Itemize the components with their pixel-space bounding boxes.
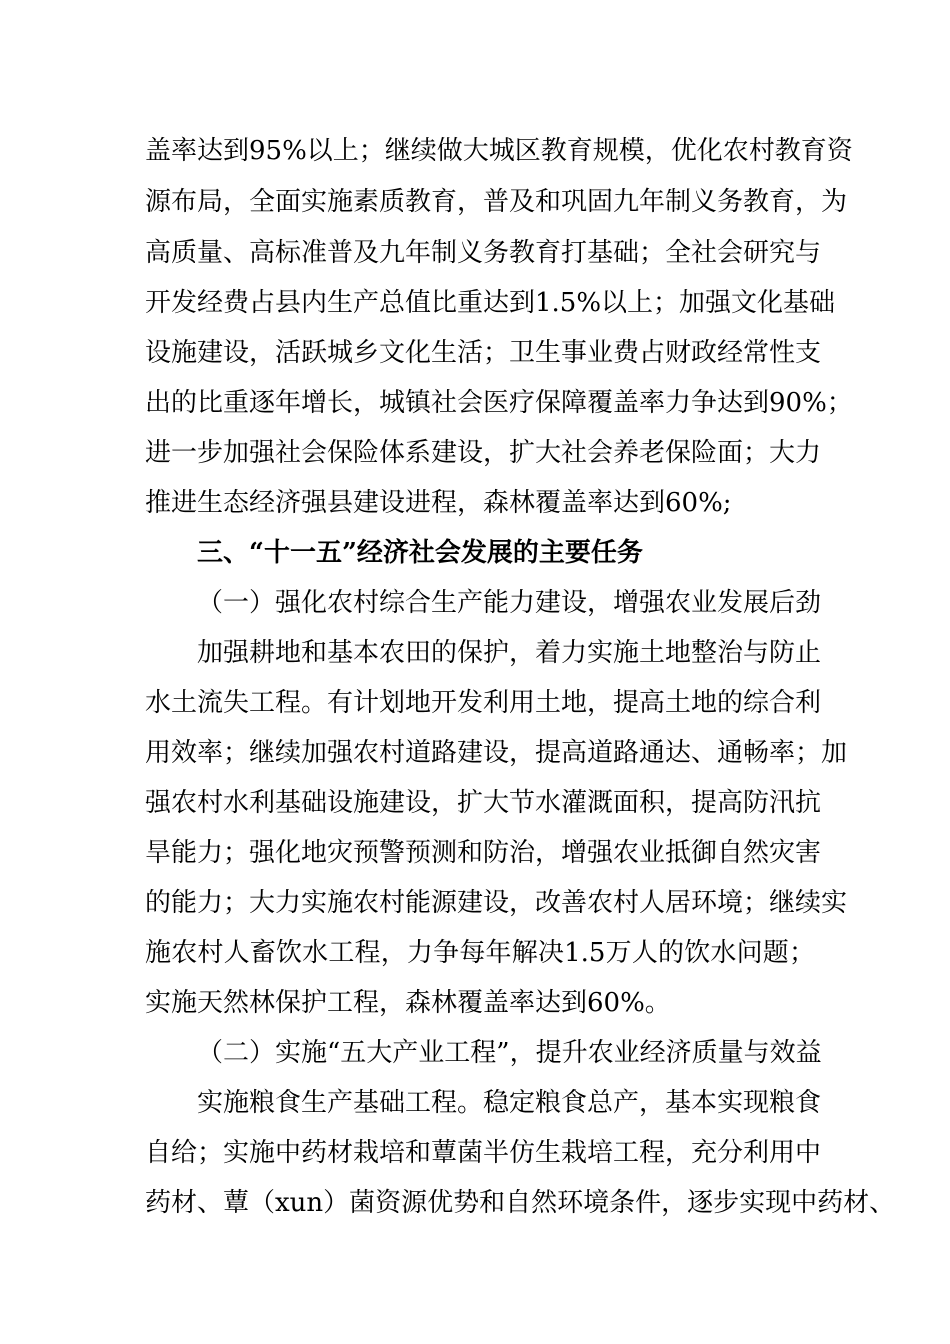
text-line-3: 高质量、高标准普及九年制义务教育打基础；全社会研究与 (145, 238, 822, 268)
text-line-1: 盖率达到95%以上；继续做大城区教育规模，优化农村教育资 (145, 136, 853, 166)
text-line-7: 进一步加强社会保险体系建设，扩大社会养老保险面；大力 (145, 438, 822, 468)
text-line-14: 强农村水利基础设施建设，扩大节水灌溉面积，提高防汛抗 (145, 788, 822, 818)
text-line-12: 水土流失工程。有计划地开发利用土地，提高土地的综合利 (145, 688, 822, 718)
text-line-13: 用效率；继续加强农村道路建设，提高道路通达、通畅率；加 (145, 738, 848, 768)
section-heading: 三、“十一五”经济社会发展的主要任务 (197, 538, 643, 568)
subsection-heading-2: （二）实施“五大产业工程”，提升农业经济质量与效益 (197, 1038, 822, 1068)
subsection-heading-1: （一）强化农村综合生产能力建设，增强农业发展后劲 (197, 588, 822, 618)
text-line-4: 开发经费占县内生产总值比重达到1.5%以上；加强文化基础 (145, 288, 836, 318)
text-line-15: 旱能力；强化地灾预警预测和防治，增强农业抵御自然灾害 (145, 838, 822, 868)
text-line-21: 自给；实施中药材栽培和蕈菌半仿生栽培工程，充分利用中 (145, 1138, 822, 1168)
text-line-6: 出的比重逐年增长，城镇社会医疗保障覆盖率力争达到90%； (145, 388, 853, 418)
text-line-22: 药材、蕈（xun）菌资源优势和自然环境条件，逐步实现中药材、 (145, 1188, 896, 1218)
text-line-5: 设施建设，活跃城乡文化生活；卫生事业费占财政经常性支 (145, 338, 822, 368)
text-line-2: 源布局，全面实施素质教育，普及和巩固九年制义务教育，为 (145, 187, 848, 217)
text-line-16: 的能力；大力实施农村能源建设，改善农村人居环境；继续实 (145, 888, 848, 918)
text-line-20: 实施粮食生产基础工程。稳定粮食总产，基本实现粮食 (197, 1088, 822, 1118)
text-line-8: 推进生态经济强县建设进程，森林覆盖率达到60%; (145, 488, 732, 518)
text-line-17: 施农村人畜饮水工程，力争每年解决1.5万人的饮水问题； (145, 938, 815, 968)
text-line-18: 实施天然林保护工程，森林覆盖率达到60%。 (145, 988, 671, 1018)
text-line-11: 加强耕地和基本农田的保护，着力实施土地整治与防止 (197, 638, 822, 668)
